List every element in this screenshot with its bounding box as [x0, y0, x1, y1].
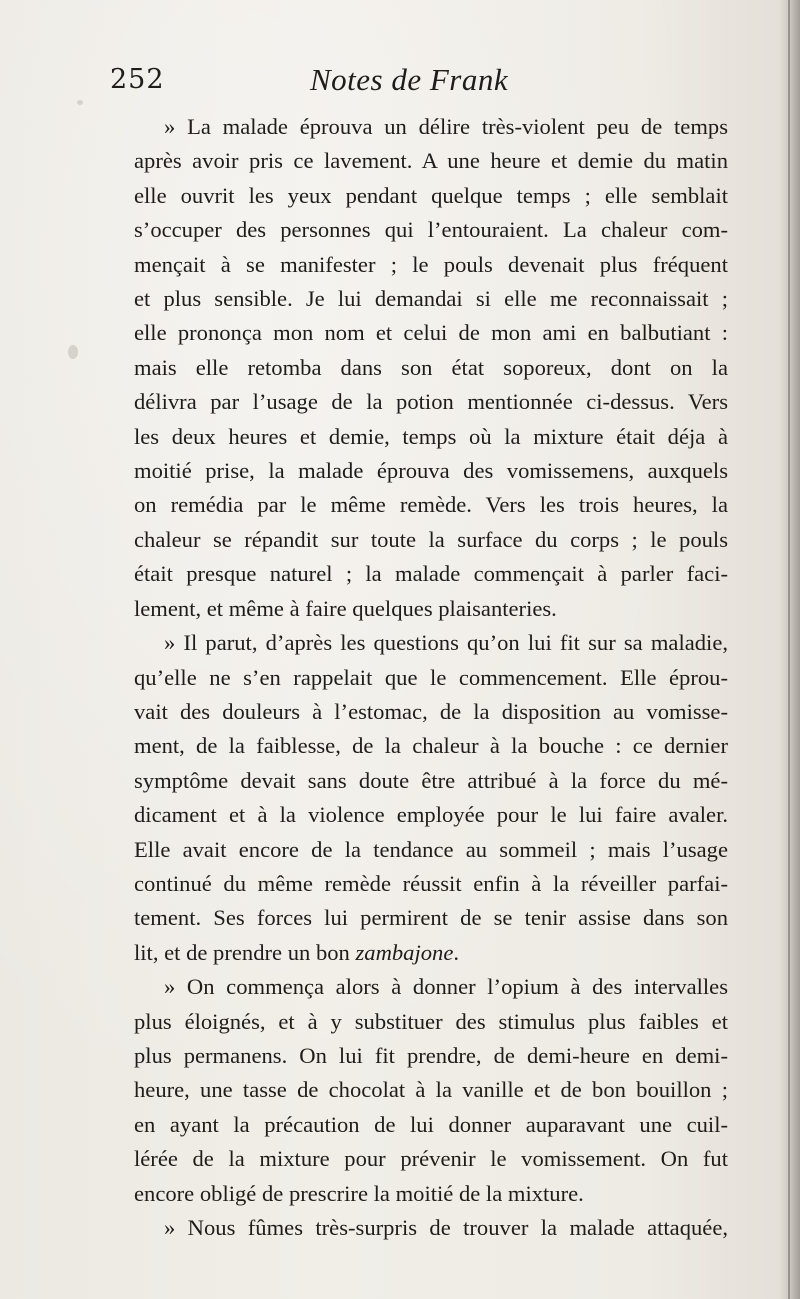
ink-speck — [68, 345, 78, 359]
text-line: moitié prise, la malade éprouva des vomissemens, auxquels — [134, 458, 728, 484]
page-number: 252 — [110, 64, 165, 95]
text-line: tement. Ses forces lui permirent de se tenir assise dans son — [134, 905, 728, 931]
body-text — [108, 110, 728, 1245]
text-line: » Il parut, d’après les questions qu’on lui fit sur sa maladie, — [164, 630, 728, 656]
paragraph — [108, 110, 728, 626]
text-line: » La malade éprouva un délire très-violent peu de temps — [164, 114, 728, 139]
text-line-end: . — [453, 939, 460, 965]
text-line: s’occuper des personnes qui l’entouraient. La chaleur com- — [134, 217, 728, 243]
text-line: était presque naturel ; la malade commençait à parler faci- — [134, 561, 728, 587]
text-line: plus permanens. On lui fit prendre, de demi-heure en demi- — [134, 1042, 728, 1068]
text-line: mençait à se manifester ; le pouls devenait plus fréquent — [134, 251, 728, 277]
text-line: lérée de la mixture pour prévenir le vomissement. On fut — [134, 1146, 728, 1172]
text-line: elle prononça mon nom et celui de mon ami en balbutiant : — [134, 320, 728, 346]
text-line: Elle avait encore de la tendance au sommeil ; mais l’usage — [134, 836, 728, 862]
text-line — [108, 936, 728, 970]
text-line: ment, de la faiblesse, de la chaleur à la bouche : ce dernier — [134, 733, 728, 759]
text-line: symptôme devait sans doute être attribué à la force du mé- — [134, 767, 728, 793]
text-line: après avoir pris ce lavement. A une heure et demie du matin — [134, 148, 728, 174]
italic-term: zambajone — [355, 939, 454, 965]
text-line: heure, une tasse de chocolat à la vanille et de bon bouillon ; — [134, 1077, 728, 1103]
text-line: vait des douleurs à l’estomac, de la disposition au vomisse- — [134, 698, 728, 724]
text-line: chaleur se répandit sur toute la surface du corps ; le pouls — [134, 526, 728, 552]
text-line: plus éloignés, et à y substituer des stimulus plus faibles et — [134, 1008, 728, 1034]
text-line: dicament et à la violence employée pour le lui faire avaler. — [134, 802, 728, 828]
paragraph — [108, 626, 728, 970]
text-line: continué du même remède réussit enfin à la réveiller parfai- — [134, 870, 728, 896]
text-line: » Nous fûmes très-surpris de trouver la malade attaquée, — [164, 1215, 728, 1240]
paragraph — [108, 1211, 728, 1245]
text-line: elle ouvrit les yeux pendant quelque temps ; elle semblait — [134, 182, 728, 208]
text-line: et plus sensible. Je lui demandai si elle me reconnaissait ; — [134, 286, 728, 312]
text-line: mais elle retomba dans son état soporeux, dont on la — [134, 354, 728, 380]
text-line: en ayant la précaution de lui donner auparavant une cuil- — [134, 1111, 728, 1137]
text-line: encore obligé de prescrire la moitié de la mixture. — [134, 1180, 584, 1206]
text-line: on remédia par le même remède. Vers les trois heures, la — [134, 492, 728, 518]
text-line: délivra par l’usage de la potion mentionnée ci-dessus. Vers — [134, 389, 728, 415]
text-line-start: lit, et de prendre un bon — [134, 939, 356, 965]
paragraph — [108, 970, 728, 1211]
text-line: qu’elle ne s’en rappelait que le commencement. Elle éprou- — [134, 664, 728, 690]
text-line: lement, et même à faire quelques plaisanteries. — [134, 595, 557, 621]
page-edge-line — [788, 0, 790, 1299]
page-header — [110, 64, 710, 104]
ink-speck — [77, 100, 83, 105]
text-line: les deux heures et demie, temps où la mixture était déja à — [134, 423, 728, 449]
text-line: » On commença alors à donner l’opium à des intervalles — [164, 974, 728, 1000]
running-title: Notes de Frank — [310, 62, 509, 97]
